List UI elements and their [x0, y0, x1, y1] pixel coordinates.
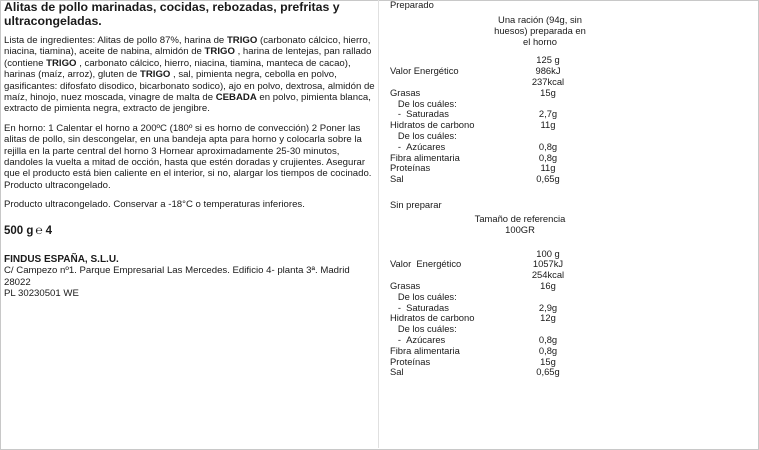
- prepared-nutrient-value: 0,8g: [538, 151, 558, 163]
- unprepared-nutrient-value: 254kcal: [531, 269, 565, 281]
- prepared-nutrient-label: Fibra alimentaria: [390, 151, 460, 163]
- prepared-nutrient-value: 986kJ: [535, 65, 561, 77]
- nutrition-panel: [390, 0, 590, 378]
- net-weight-line: [4, 223, 376, 238]
- unprepared-nutrient-label: Grasas: [390, 279, 421, 291]
- unprepared-nutrient-value: 0,65g: [536, 366, 560, 378]
- unprepared-nutrient-row: [390, 367, 590, 378]
- unprepared-nutrient-label: De los cuáles:: [390, 323, 457, 335]
- ingredient-text: en polvo, pimienta blanca, extracto de pimienta negra, extracto de jengibre.: [4, 92, 371, 115]
- prepared-nutrient-value: 2,7g: [538, 108, 558, 120]
- unprepared-nutrient-value: 0,8g: [538, 333, 558, 345]
- company-info: [4, 254, 376, 300]
- prepared-nutrient-label: Grasas: [390, 86, 421, 98]
- prepared-nutrient-value: 237kcal: [531, 75, 565, 87]
- allergen: CEBADA: [215, 92, 257, 104]
- ingredient-text: (carbonato cálcico, hierro, niacina, tiamina), aceite de nabina, almidón de: [4, 35, 371, 58]
- product-type-note: Producto ultracongelado.: [4, 179, 111, 191]
- prepared-nutrient-label: Sal: [390, 173, 404, 185]
- unprepared-nutrient-value: 1057kJ: [532, 258, 564, 270]
- unprepared-nutrient-label: Fibra alimentaria: [390, 344, 460, 356]
- prepared-nutrient-value: 0,8g: [538, 140, 558, 152]
- storage-instructions: Producto ultracongelado. Conservar a -18°C o temperaturas inferiores.: [4, 199, 305, 211]
- unprepared-nutrient-row: [390, 357, 590, 368]
- serving-header-wrap: [390, 15, 588, 47]
- unprepared-nutrient-label: Proteínas: [390, 355, 431, 367]
- reference-value: 100GR: [505, 223, 535, 235]
- unprepared-nutrient-label: Sal: [390, 366, 404, 378]
- prepared-nutrient-label: - Saturadas: [390, 108, 449, 120]
- estimated-sign-icon: ℮: [35, 222, 43, 237]
- allergen: TRIGO: [46, 57, 77, 69]
- prepared-nutrient-row: [390, 142, 590, 153]
- net-weight: 500 g: [4, 224, 34, 237]
- preparation-instructions: En horno: 1 Calentar el horno a 200ºC (180º si es horno de convección) 2 Poner las alitas de pollo, sin descongelar, en una bandeja apta para horno y colocarla sobre la rejilla en la parte central del horno 3 Hornear aproximadamente 25-30 minutos, dandoles la vuelta a mitad de occión, hasta que estén doradas y crujientes. Asegurar que el producto está bien caliente en el interior, si no, alargar los tiempos de cocinado.: [4, 122, 372, 180]
- prepared-nutrient-label: De los cuáles:: [390, 129, 457, 141]
- unprepared-nutrient-label: - Saturadas: [390, 301, 449, 313]
- unprepared-nutrient-value: 15g: [540, 355, 556, 367]
- prepared-title: Preparado: [390, 0, 434, 10]
- unprepared-nutrient-row: [390, 270, 590, 281]
- ingredient-text: Lista de ingredientes: Alitas de pollo 87%, harina de: [4, 35, 227, 46]
- prepared-nutrient-value: 15g: [540, 86, 556, 98]
- unprepared-nutrient-label: - Azúcares: [390, 333, 446, 345]
- prepared-nutrient-row: [390, 174, 590, 185]
- ingredient-text: , carbonato cálcico, hierro, niacina, tiamina, manteca de cacao), harinas (maíz, arroz), gluten de: [4, 57, 351, 81]
- prepared-rows: [390, 66, 590, 185]
- prepared-nutrient-value: 11g: [540, 119, 556, 131]
- unprepared-title: Sin preparar: [390, 198, 442, 210]
- prepared-nutrient-row: [390, 88, 590, 99]
- prepared-nutrient-label: Valor Energético: [390, 65, 459, 77]
- product-title: Alitas de pollo marinadas, cocidas, rebozadas, prefritas y ultracongeladas.: [4, 0, 340, 28]
- allergen: TRIGO: [226, 35, 258, 46]
- unprepared-rows: [390, 259, 590, 378]
- unprepared-nutrient-label: De los cuáles:: [390, 290, 457, 302]
- prepared-unit: 125 g: [536, 54, 560, 66]
- company-code: PL 30230501 WE: [4, 287, 79, 299]
- ingredient-text: , sal, pimienta negra, cebolla en polvo, gasificantes: difosfato disodico, bicarbonato sodico), ajo en polvo, dextrosa, almidón de maíz, hinojo, nuez moscada, vinagre de malta de: [4, 69, 375, 104]
- allergen: TRIGO: [139, 69, 171, 81]
- prepared-nutrient-label: - Azúcares: [390, 140, 446, 152]
- prepared-nutrient-label: De los cuáles:: [390, 97, 457, 109]
- unprepared-nutrient-row: [390, 346, 590, 357]
- company-address: C/ Campezo nº1. Parque Empresarial Las Mercedes. Edificio 4- planta 3ª. Madrid 28022: [4, 265, 350, 288]
- unprepared-nutrient-value: 12g: [540, 312, 556, 324]
- unprepared-nutrient-label: Valor Energético: [390, 258, 462, 270]
- column-divider: [378, 0, 379, 448]
- unprepared-unit: 100 g: [536, 247, 560, 259]
- ingredient-text: , harina de lentejas, pan rallado (contiene: [4, 46, 372, 69]
- product-info: [4, 0, 376, 299]
- unprepared-nutrient-value: 16g: [540, 279, 556, 291]
- allergen: TRIGO: [204, 46, 235, 58]
- prepared-nutrient-label: Proteínas: [390, 162, 431, 174]
- prepared-nutrient-row: [390, 77, 590, 88]
- prepared-nutrient-label: Hidratos de carbono: [390, 119, 475, 131]
- unprepared-nutrient-value: 0,8g: [538, 344, 558, 356]
- unprepared-nutrient-label: Hidratos de carbono: [390, 312, 475, 324]
- unprepared-nutrient-row: [390, 292, 590, 303]
- prepared-nutrient-value: 0,65g: [536, 173, 560, 185]
- unit-count: 4: [45, 224, 53, 237]
- reference-header: Tamaño de referencia: [474, 212, 566, 224]
- ingredients-list: [4, 35, 376, 115]
- prepared-nutrient-value: 11g: [540, 162, 556, 174]
- prepared-nutrient-row: [390, 163, 590, 174]
- company-name: FINDUS ESPAÑA, S.L.U.: [4, 253, 119, 265]
- serving-header: Una ración (94g, sin huesos) preparada en el horno: [494, 14, 586, 47]
- unprepared-nutrient-value: 2,9g: [538, 301, 558, 313]
